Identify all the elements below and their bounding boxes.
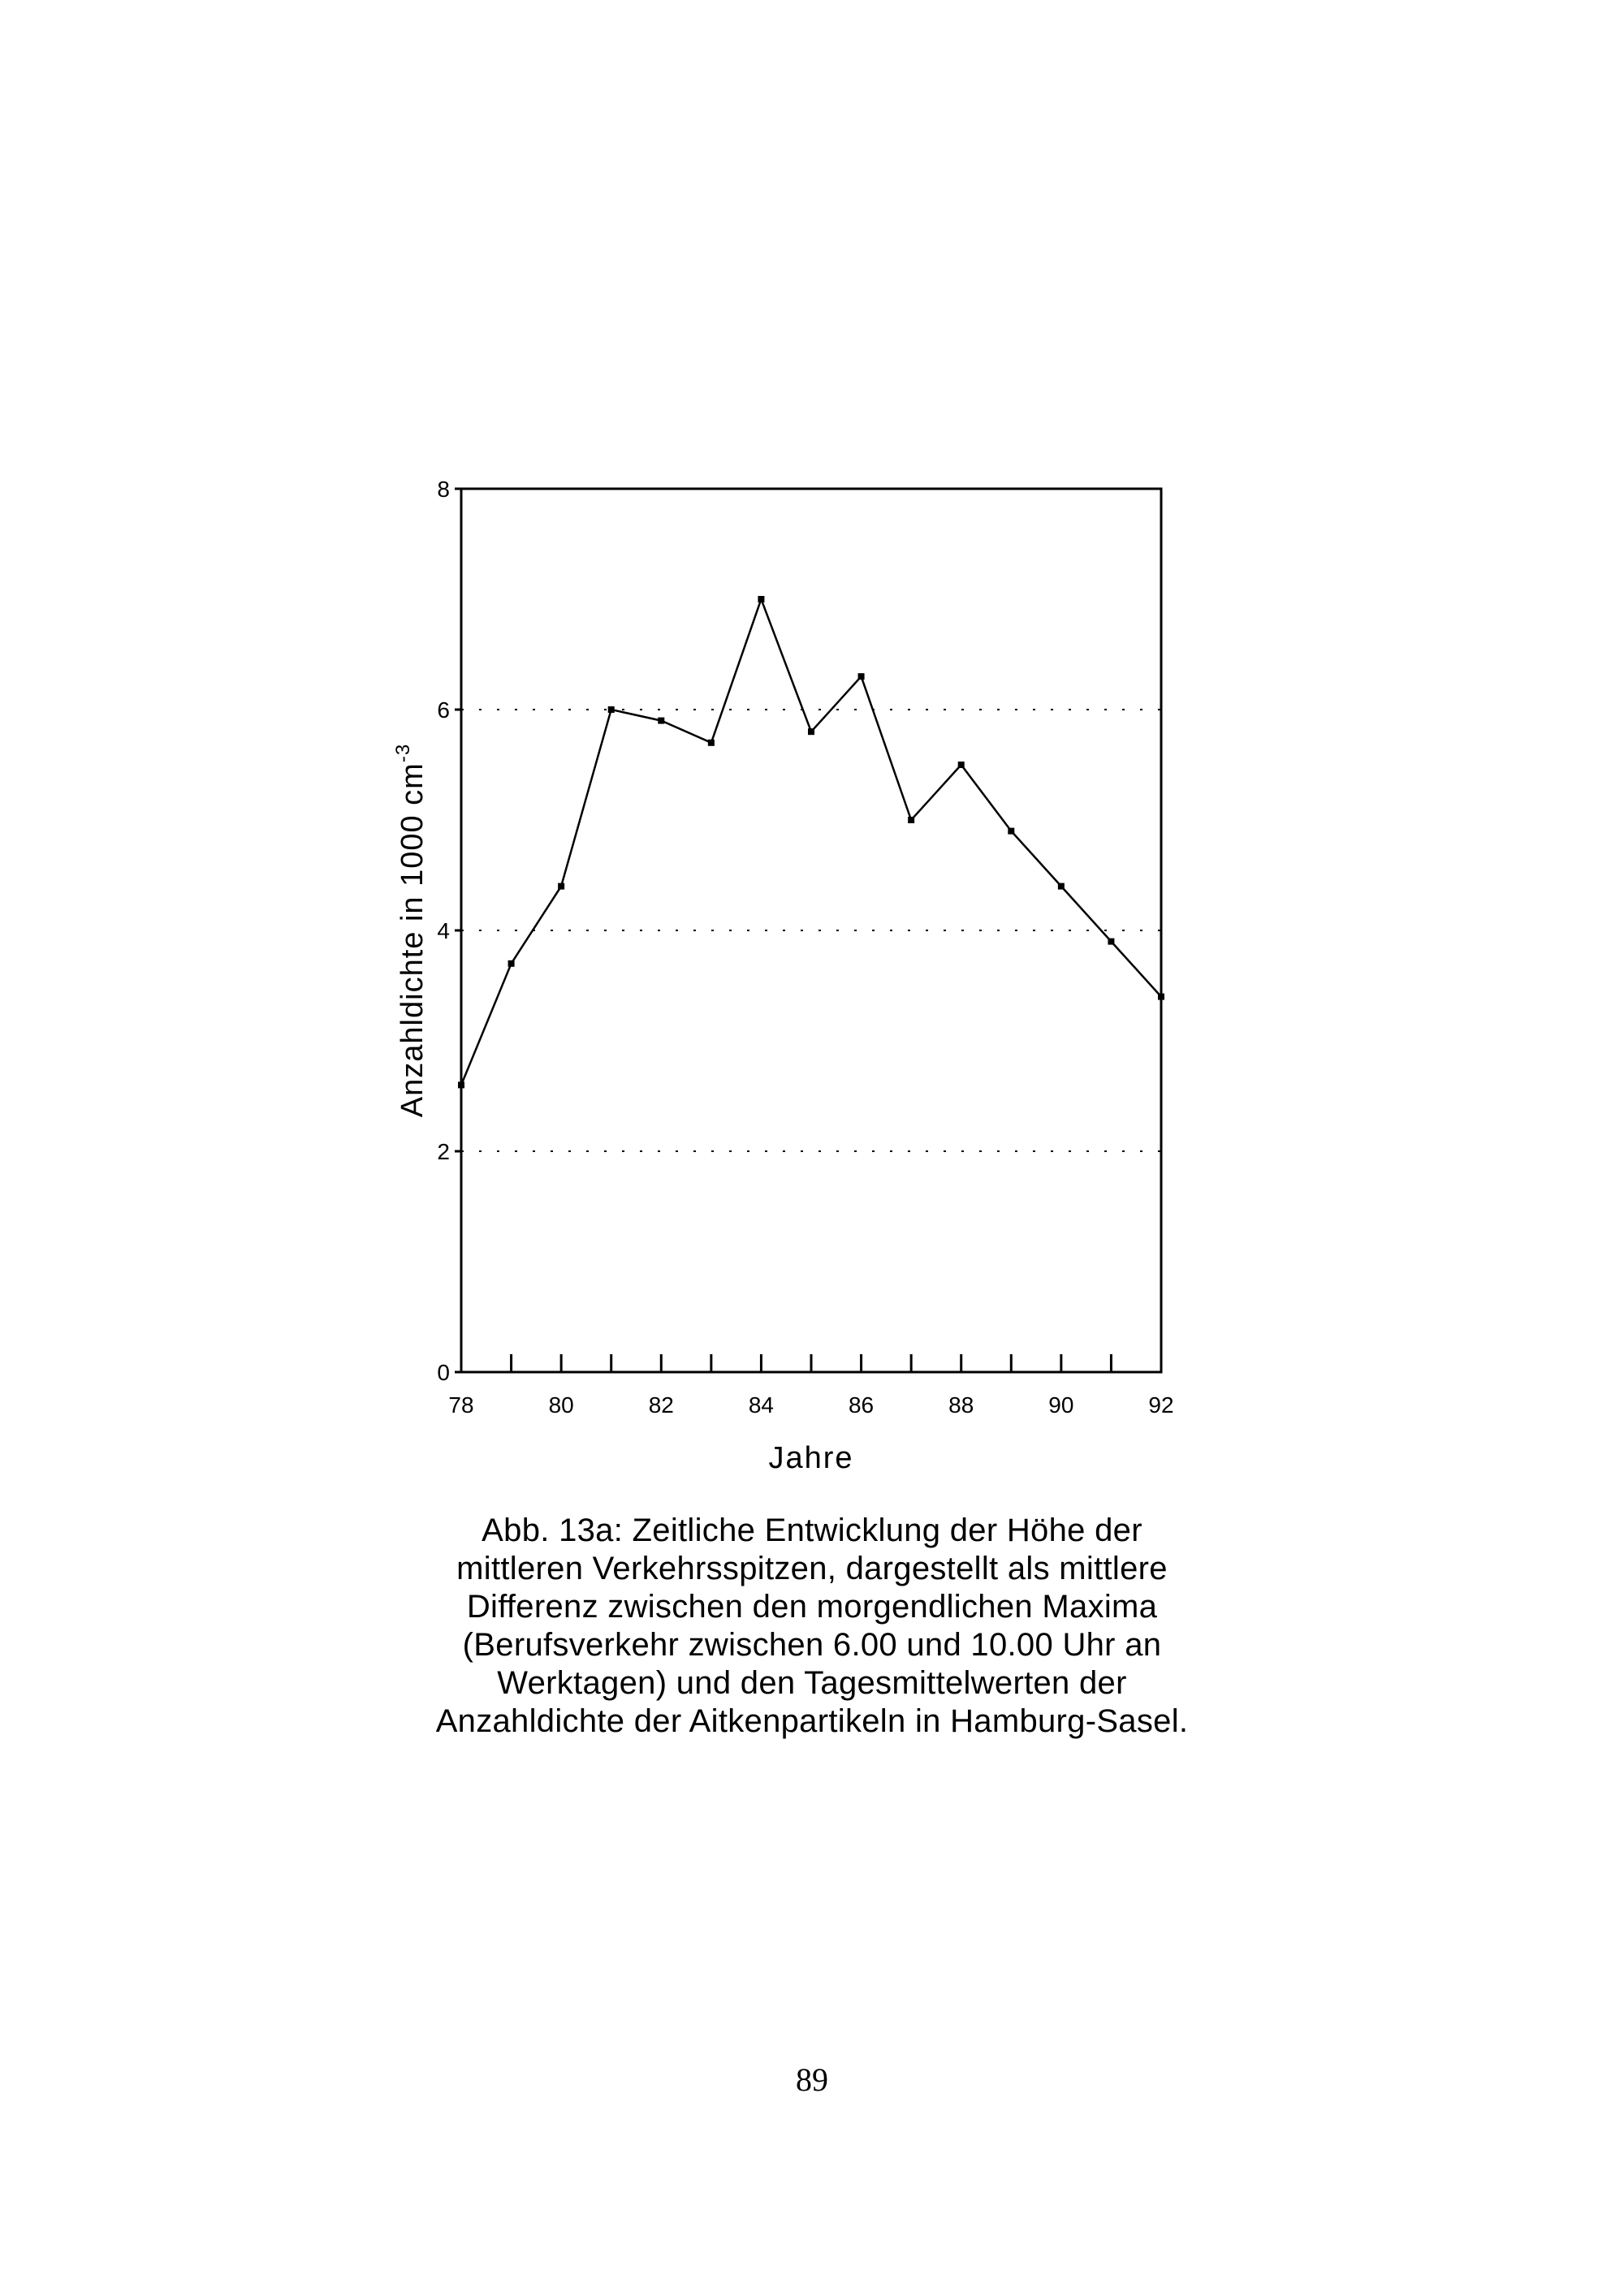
series-line — [461, 599, 1161, 1085]
x-ticks — [448, 1354, 1173, 1418]
y-tick-label: 2 — [437, 1139, 450, 1164]
data-point — [608, 706, 615, 713]
data-point — [1158, 994, 1164, 1000]
data-point — [808, 728, 814, 735]
y-ticks — [437, 477, 461, 1385]
data-point — [708, 740, 715, 746]
y-tick-label: 6 — [437, 697, 450, 723]
data-point — [1008, 828, 1014, 835]
x-tick-label: 88 — [948, 1392, 974, 1418]
data-point — [508, 960, 515, 967]
x-tick-label: 90 — [1048, 1392, 1074, 1418]
caption-line: Anzahldichte der Aitkenpartikeln in Hamburg-Sasel. — [435, 1703, 1189, 1739]
x-tick-label: 92 — [1148, 1392, 1174, 1418]
caption-line: Werktagen) und den Tagesmittelwerten der — [497, 1665, 1127, 1701]
y-tick-label: 0 — [437, 1360, 450, 1385]
caption-line: mittleren Verkehrsspitzen, dargestellt als mittlere — [456, 1551, 1168, 1586]
gridlines — [461, 710, 1161, 1151]
x-tick-label: 84 — [748, 1392, 775, 1418]
data-point — [858, 673, 865, 680]
plot-frame — [461, 489, 1161, 1372]
data-point — [1058, 883, 1065, 890]
y-axis-title-superscript: -3 — [392, 743, 414, 763]
data-point — [658, 718, 664, 724]
caption-line: (Berufsverkehr zwischen 6.00 und 10.00 Uhr an — [462, 1627, 1162, 1663]
x-axis-title: Jahre — [768, 1441, 854, 1475]
data-series — [458, 596, 1164, 1088]
y-axis-title — [392, 744, 430, 1117]
y-tick-label: 4 — [437, 918, 450, 943]
data-point — [958, 762, 965, 768]
page-number: 89 — [796, 2061, 828, 2098]
data-point — [758, 596, 764, 602]
x-tick-label: 82 — [648, 1392, 674, 1418]
figure-caption — [349, 1512, 1275, 1741]
x-tick-label: 80 — [548, 1392, 574, 1418]
caption-line: Differenz zwischen den morgendlichen Maxima — [466, 1589, 1158, 1625]
data-point — [558, 883, 564, 890]
data-point — [1108, 939, 1114, 945]
data-point — [458, 1081, 464, 1088]
caption-line: Abb. 13a: Zeitliche Entwicklung der Höhe der — [482, 1513, 1142, 1548]
data-point — [908, 817, 914, 823]
y-tick-label: 8 — [437, 477, 450, 502]
y-axis-title-text: Anzahldichte in 1000 cm — [395, 762, 430, 1118]
x-tick-label: 86 — [848, 1392, 875, 1418]
x-tick-label: 78 — [448, 1392, 474, 1418]
